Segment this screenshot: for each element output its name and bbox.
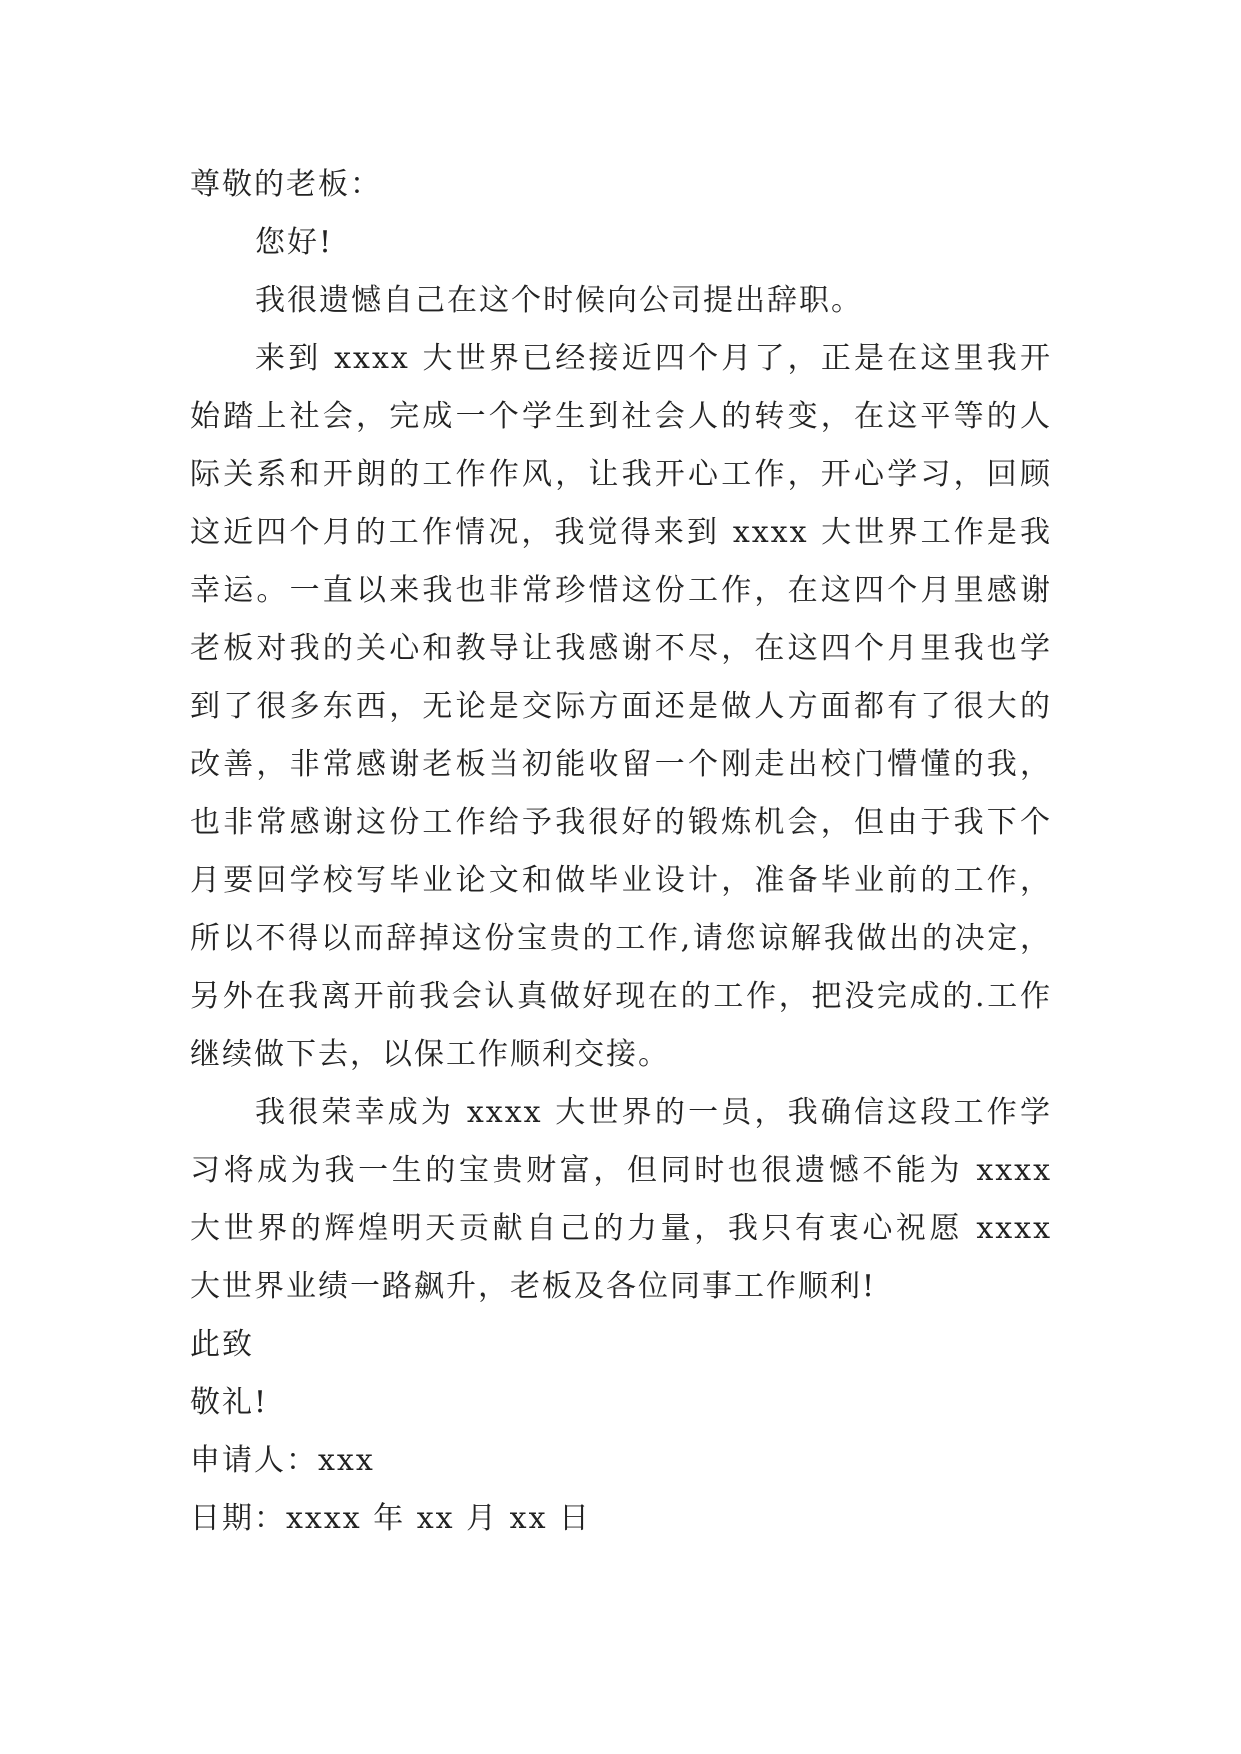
resignation-letter (190, 156, 1052, 1548)
paragraph-3: 我很荣幸成为 xxxx 大世界的一员，我确信这段工作学习将成为我一生的宝贵财富，但同时也很遗憾不能为 xxxx 大世界的辉煌明天贡献自己的力量，我只有衷心祝愿 xxxx 大世界业绩一路飙升，老板及各位同事工作顺利! (190, 1095, 1052, 1304)
closing-ci-zhi: 此致 (190, 1327, 254, 1362)
closing-jing-li: 敬礼! (190, 1385, 269, 1420)
salutation: 尊敬的老板： (190, 167, 382, 202)
greeting: 您好! (255, 225, 334, 260)
paragraph-2: 来到 xxxx 大世界已经接近四个月了，正是在这里我开始踏上社会，完成一个学生到社会人的转变，在这平等的人际关系和开朗的工作作风，让我开心工作，开心学习，回顾这近四个月的工作情况，我觉得来到 xxxx 大世界工作是我幸运。一直以来我也非常珍惜这份工作，在这四个月里感谢老板对我的关心和教导让我感谢不尽，在这四个月里我也学到了很多东西，无论是交际方面还是做人方面都有了很大的改善，非常感谢老板当初能收留一个刚走出校门懵懂的我，也非常感谢这份工作给予我很好的锻炼机会，但由于我下个月要回学校写毕业论文和做毕业设计，准备毕业前的工作，所以不得以而辞掉这份宝贵的工作,请您谅解我做出的决定，另外在我离开前我会认真做好现在的工作，把没完成的.工作继续做下去，以保工作顺利交接。 (190, 341, 1052, 1072)
applicant-line: 申请人：xxx (190, 1443, 375, 1478)
date-line: 日期：xxxx 年 xx 月 xx 日 (190, 1501, 592, 1536)
paragraph-1: 我很遗憾自己在这个时候向公司提出辞职。 (255, 283, 863, 318)
